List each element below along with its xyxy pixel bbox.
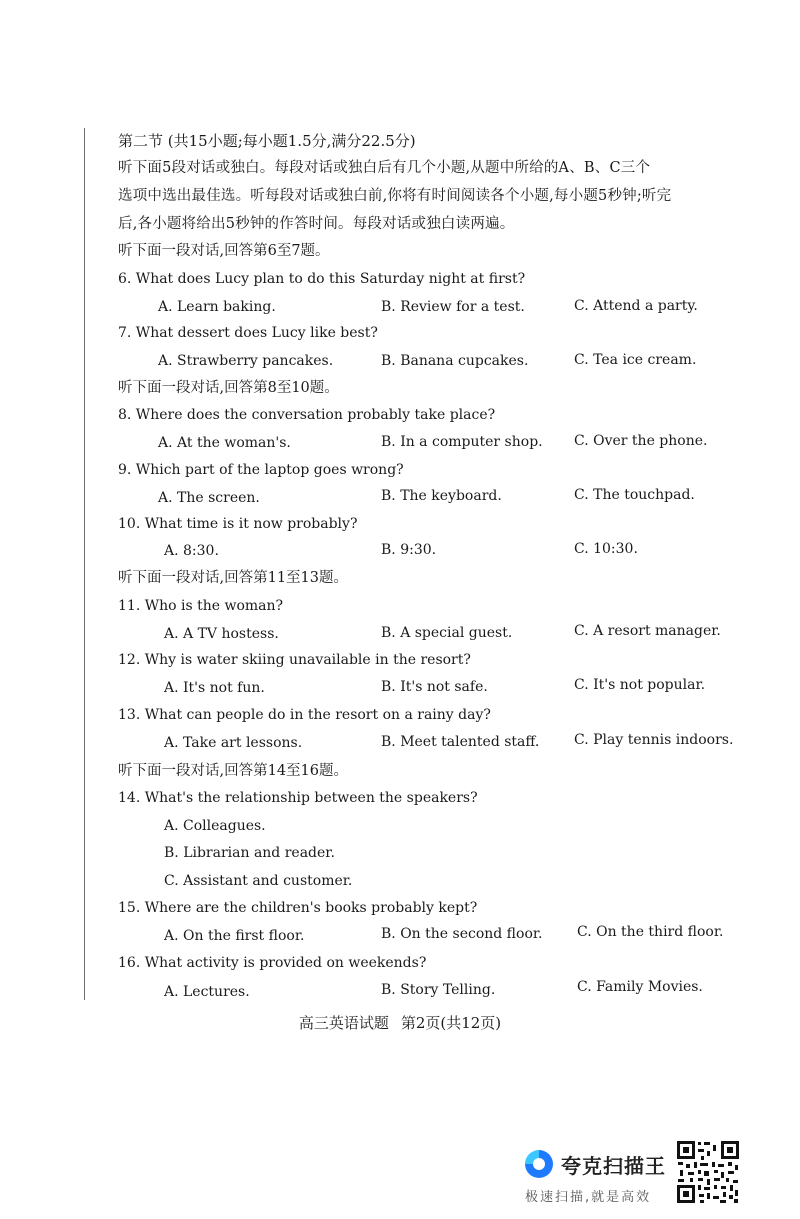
- footer-page-number: 第2页(共12页): [400, 1014, 502, 1032]
- option-b: B. In a computer shop.: [381, 434, 543, 450]
- group-heading: 听下面一段对话,回答第8至10题。: [118, 380, 339, 396]
- question-text: 6. What does Lucy plan to do this Saturday night at first?: [118, 271, 526, 287]
- option-c: C. Over the phone.: [574, 433, 708, 449]
- group-heading: 听下面一段对话,回答第14至16题。: [118, 763, 349, 779]
- instructions-line-3: 后,各小题将给出5秒钟的作答时间。每段对话或独白读两遍。: [118, 216, 515, 232]
- option-a: A. 8:30.: [164, 543, 219, 559]
- brand-slogan: 极速扫描,就是高效: [525, 1190, 652, 1205]
- question-text: 15. Where are the children's books probably kept?: [118, 900, 478, 916]
- option-a: A. Strawberry pancakes.: [158, 353, 334, 369]
- option-c: C. Family Movies.: [577, 979, 703, 995]
- option-b: B. Meet talented staff.: [381, 734, 540, 750]
- margin-line: [84, 128, 85, 1000]
- option-a: A. It's not fun.: [164, 680, 265, 696]
- question-text: 7. What dessert does Lucy like best?: [118, 325, 378, 341]
- option-c: C. 10:30.: [574, 541, 638, 557]
- question-text: 12. Why is water skiing unavailable in the resort?: [118, 652, 471, 668]
- option-b: B. It's not safe.: [381, 679, 488, 695]
- option-c: C. Attend a party.: [574, 298, 698, 314]
- scanner-watermark: [525, 1148, 666, 1180]
- brand-name: 夸克扫描王: [561, 1153, 666, 1178]
- footer-exam-title: 高三英语试题: [298, 1014, 389, 1032]
- option-c: C. Assistant and customer.: [164, 873, 353, 889]
- option-a: A. Lectures.: [164, 984, 250, 1000]
- instructions-line-1: 听下面5段对话或独白。每段对话或独白后有几个小题,从题中所给的A、B、C三个: [118, 160, 651, 176]
- question-text: 14. What's the relationship between the speakers?: [118, 790, 478, 806]
- question-text: 13. What can people do in the resort on a rainy day?: [118, 707, 491, 723]
- option-c: C. The touchpad.: [574, 487, 695, 503]
- option-a: A. On the first floor.: [164, 928, 305, 944]
- option-a: A. A TV hostess.: [164, 626, 279, 642]
- page-footer: [0, 1012, 800, 1033]
- question-text: 9. Which part of the laptop goes wrong?: [118, 462, 404, 478]
- option-b: B. A special guest.: [381, 625, 513, 641]
- quark-logo-icon: [525, 1150, 553, 1178]
- option-b: B. Librarian and reader.: [164, 845, 335, 861]
- qr-code-icon: [676, 1140, 740, 1204]
- group-heading: 听下面一段对话,回答第6至7题。: [118, 243, 330, 259]
- option-c: C. Play tennis indoors.: [574, 732, 734, 748]
- option-b: B. 9:30.: [381, 542, 437, 558]
- option-c: C. It's not popular.: [574, 677, 706, 693]
- option-b: B. On the second floor.: [381, 926, 543, 942]
- option-c: C. A resort manager.: [574, 623, 721, 639]
- option-a: A. Colleagues.: [164, 818, 266, 834]
- option-c: C. On the third floor.: [577, 924, 724, 940]
- option-b: B. Story Telling.: [381, 982, 496, 998]
- option-a: A. Take art lessons.: [164, 735, 303, 751]
- option-a: A. Learn baking.: [158, 299, 276, 315]
- question-text: 10. What time is it now probably?: [118, 516, 358, 532]
- question-text: 8. Where does the conversation probably take place?: [118, 407, 496, 423]
- question-text: 11. Who is the woman?: [118, 598, 284, 614]
- option-c: C. Tea ice cream.: [574, 352, 697, 368]
- option-b: B. Review for a test.: [381, 299, 525, 315]
- option-a: A. At the woman's.: [158, 435, 291, 451]
- option-b: B. Banana cupcakes.: [381, 353, 529, 369]
- group-heading: 听下面一段对话,回答第11至13题。: [118, 570, 349, 586]
- question-text: 16. What activity is provided on weekends?: [118, 955, 427, 971]
- option-a: A. The screen.: [158, 490, 260, 506]
- section-title: 第二节 (共15小题;每小题1.5分,满分22.5分): [118, 132, 416, 150]
- instructions-line-2: 选项中选出最佳选。听每段对话或独白前,你将有时间阅读各个小题,每小题5秒钟;听完: [118, 188, 672, 204]
- option-b: B. The keyboard.: [381, 488, 502, 504]
